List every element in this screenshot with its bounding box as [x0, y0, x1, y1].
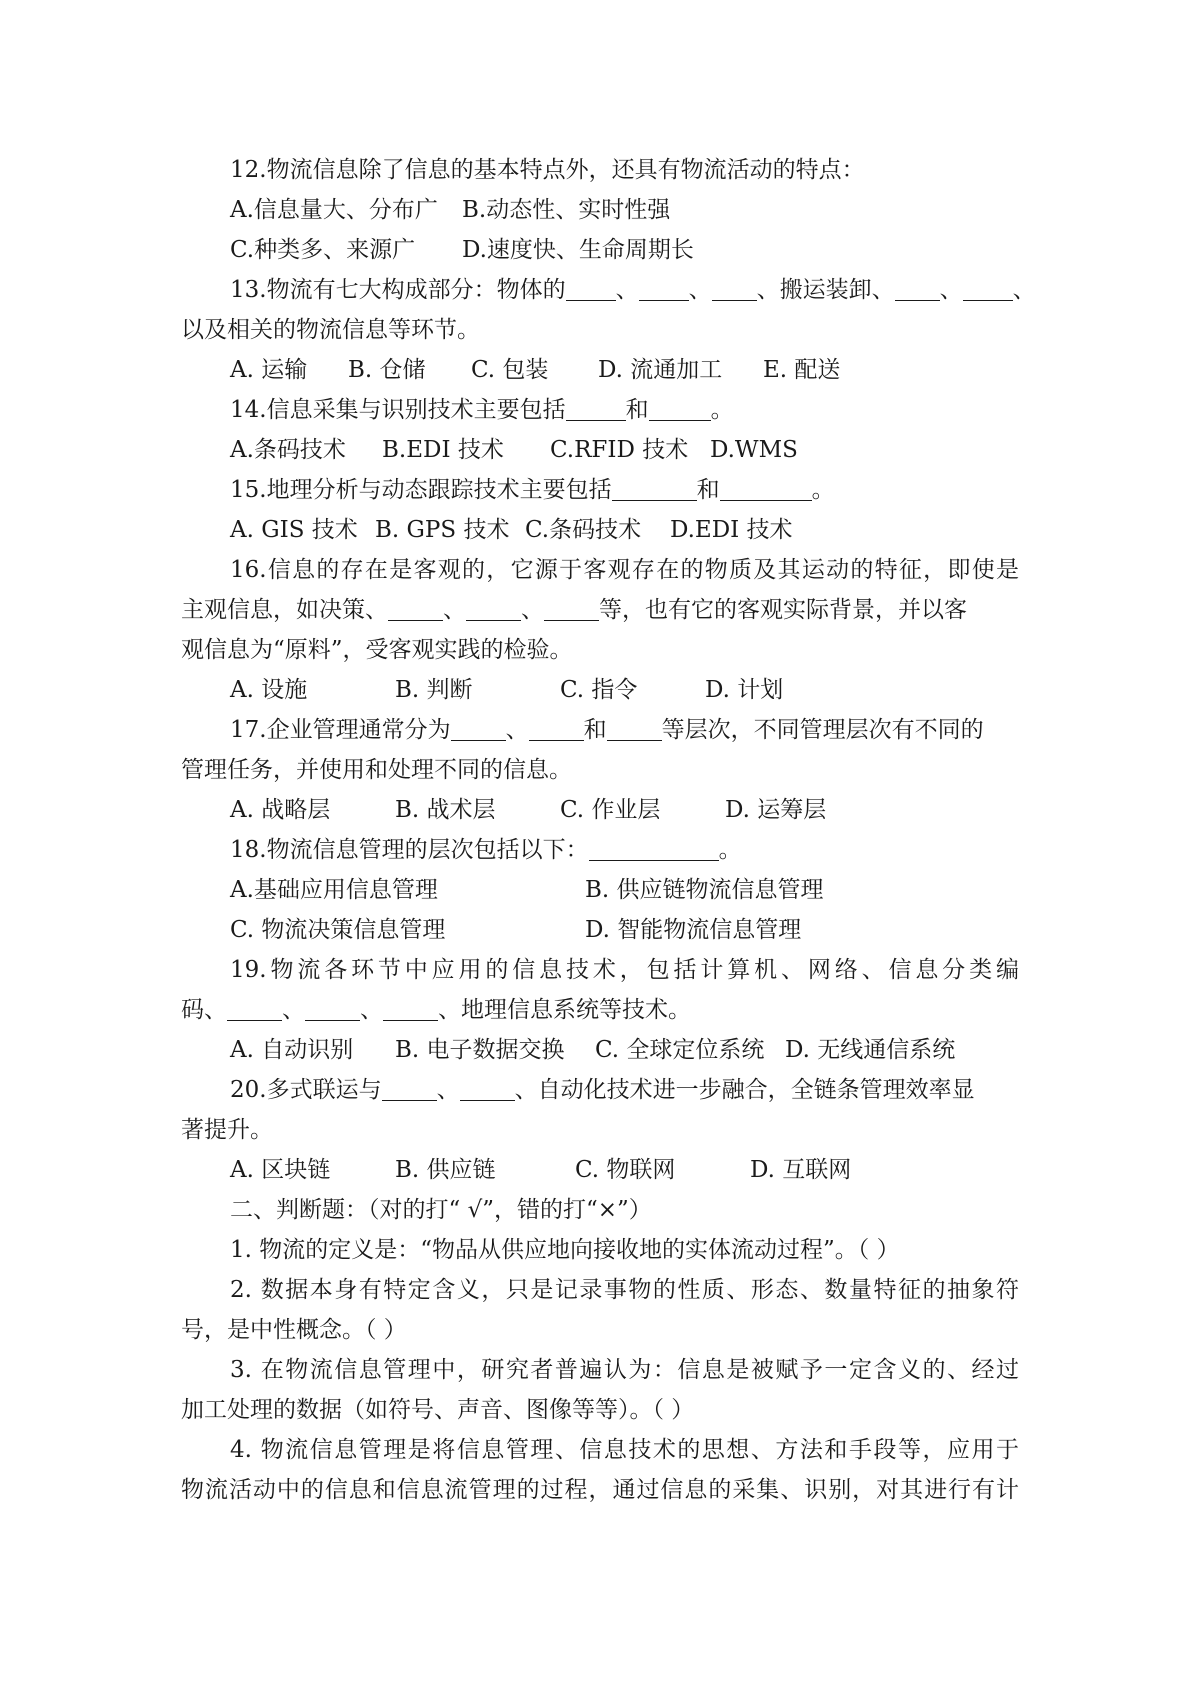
fill-blank — [895, 276, 940, 301]
question-16-option-a: A. 设施 — [230, 677, 308, 703]
fill-blank — [451, 716, 506, 741]
question-19-option-a: A. 自动识别 — [230, 1037, 354, 1063]
question-20-options — [181, 1150, 1019, 1190]
question-14-stem-text: 14.信息采集与识别技术主要包括 — [230, 397, 566, 423]
question-17-option-d: D. 运筹层 — [725, 797, 827, 823]
question-17-option-a: A. 战略层 — [230, 797, 331, 823]
question-19-option-c: C. 全球定位系统 — [595, 1037, 765, 1063]
fill-blank — [712, 276, 757, 301]
question-20-option-c: C. 物联网 — [575, 1157, 676, 1183]
judgment-3-line-2: 加工处理的数据（如符号、声音、图像等等）。（ ） — [181, 1397, 695, 1423]
question-13-option-c: C. 包装 — [471, 357, 549, 383]
fill-blank — [544, 596, 599, 621]
fill-blank — [639, 276, 689, 301]
separator: 、 — [521, 597, 544, 623]
question-19-text: 码、 — [181, 997, 227, 1023]
question-13-option-e: E. 配送 — [763, 357, 841, 383]
question-12-stem: 12.物流信息除了信息的基本特点外，还具有物流活动的特点： — [230, 157, 865, 183]
fill-blank — [612, 476, 697, 501]
question-20-line-2: 著提升。 — [181, 1117, 273, 1143]
fill-blank — [305, 996, 360, 1021]
fill-blank — [460, 1076, 515, 1101]
judgment-2-line-1: 2. 数据本身有特定含义，只是记录事物的性质、形态、数量特征的抽象符 — [230, 1277, 1019, 1303]
connector: 和 — [583, 717, 607, 743]
judgment-4-line-1: 4. 物流信息管理是将信息管理、信息技术的思想、方法和手段等，应用于 — [230, 1437, 1019, 1463]
question-20-option-b: B. 供应链 — [395, 1157, 496, 1183]
question-17-line-1 — [181, 710, 1019, 750]
separator: 、 — [436, 1077, 460, 1103]
question-16-option-c: C. 指令 — [560, 677, 638, 703]
judgment-2-line-2: 号，是中性概念。（ ） — [181, 1317, 407, 1343]
question-17-text: 等层次，不同管理层次有不同的 — [661, 717, 984, 743]
question-16-text: 主观信息，如决策、 — [181, 597, 388, 623]
question-16-option-b: B. 判断 — [395, 677, 473, 703]
question-13-stem-text: 13.物流有七大构成部分：物体的 — [230, 277, 566, 303]
question-16-line-3: 观信息为“原料”，受客观实践的检验。 — [181, 637, 573, 663]
question-18-option-c: C. 物流决策信息管理 — [230, 917, 446, 943]
fill-blank — [607, 716, 662, 741]
question-13-option-b: B. 仓储 — [348, 357, 426, 383]
question-17-text: 17.企业管理通常分为 — [230, 717, 451, 743]
fill-blank — [649, 396, 711, 421]
judgment-1: 1. 物流的定义是：“物品从供应地向接收地的实体流动过程”。（ ） — [230, 1237, 900, 1263]
question-20-line-1 — [181, 1070, 1019, 1110]
question-12-options-row-1 — [181, 190, 1019, 230]
question-17-line-2: 管理任务，并使用和处理不同的信息。 — [181, 757, 572, 783]
page-content — [181, 150, 1036, 1510]
question-18-options-row-2 — [181, 910, 1019, 950]
period: 。 — [811, 477, 835, 503]
question-16-line-1: 16.信息的存在是客观的，它源于客观存在的物质及其运动的特征，即使是 — [230, 557, 1019, 583]
period: 。 — [710, 397, 734, 423]
question-14-stem — [181, 390, 1019, 430]
fill-blank — [388, 596, 443, 621]
separator: 、 — [505, 717, 529, 743]
question-19-line-1: 19.物流各环节中应用的信息技术，包括计算机、网络、信息分类编 — [230, 957, 1019, 983]
separator: 、 — [360, 997, 383, 1023]
question-12-options-row-2 — [181, 230, 1019, 270]
question-16-line-2 — [181, 590, 1019, 630]
question-15-option-d: D.EDI 技术 — [670, 517, 793, 543]
question-17-option-b: B. 战术层 — [395, 797, 496, 823]
question-13-option-d: D. 流通加工 — [598, 357, 723, 383]
question-12-option-c: C.种类多、来源广 — [230, 237, 416, 263]
fill-blank — [466, 596, 521, 621]
question-15-stem — [181, 470, 1019, 510]
question-13-option-a: A. 运输 — [230, 357, 308, 383]
separator: 、搬运装卸、 — [756, 277, 895, 303]
question-14-option-a: A.条码技术 — [230, 437, 346, 463]
question-18-option-d: D. 智能物流信息管理 — [585, 917, 802, 943]
question-17-options — [181, 790, 1019, 830]
question-13-options — [181, 350, 1019, 390]
question-20-option-d: D. 互联网 — [750, 1157, 852, 1183]
question-19-option-d: D. 无线通信系统 — [785, 1037, 956, 1063]
question-19-line-2 — [181, 990, 1019, 1030]
fill-blank — [227, 996, 282, 1021]
separator: 、 — [282, 997, 305, 1023]
connector: 和 — [625, 397, 649, 423]
question-13-stem-line-2: 以及相关的物流信息等环节。 — [181, 317, 480, 343]
section-2-title: 二、判断题：（对的打“ √”，错的打“×”） — [230, 1197, 652, 1223]
question-12-option-d: D.速度快、生命周期长 — [462, 237, 694, 263]
connector: 和 — [696, 477, 720, 503]
question-14-options — [181, 430, 1019, 470]
fill-blank — [566, 276, 616, 301]
question-20-option-a: A. 区块链 — [230, 1157, 331, 1183]
question-18-options-row-1 — [181, 870, 1019, 910]
question-18-stem — [181, 830, 1019, 870]
separator: 、 — [688, 277, 712, 303]
period: 。 — [718, 837, 742, 863]
question-15-option-c: C.条码技术 — [525, 517, 642, 543]
fill-blank — [589, 836, 719, 861]
question-14-option-b: B.EDI 技术 — [382, 437, 504, 463]
question-19-text: 、地理信息系统等技术。 — [438, 997, 691, 1023]
question-15-option-a: A. GIS 技术 — [230, 517, 358, 543]
question-15-option-b: B. GPS 技术 — [375, 517, 510, 543]
question-17-option-c: C. 作业层 — [560, 797, 661, 823]
fill-blank — [529, 716, 584, 741]
judgment-3-line-1: 3. 在物流信息管理中，研究者普遍认为：信息是被赋予一定含义的、经过 — [230, 1357, 1019, 1383]
fill-blank — [963, 276, 1013, 301]
fill-blank — [382, 1076, 437, 1101]
separator: 、 — [443, 597, 466, 623]
question-13-stem-line-1 — [181, 270, 1036, 310]
fill-blank — [383, 996, 438, 1021]
question-20-text: 、自动化技术进一步融合，全链条管理效率显 — [514, 1077, 975, 1103]
question-18-text: 18.物流信息管理的层次包括以下： — [230, 837, 589, 863]
question-14-option-c: C.RFID 技术 — [550, 437, 689, 463]
question-15-options — [181, 510, 1019, 550]
separator: 、 — [1012, 277, 1036, 303]
fill-blank — [720, 476, 812, 501]
question-18-option-a: A.基础应用信息管理 — [230, 877, 438, 903]
question-14-option-d: D.WMS — [710, 437, 798, 463]
judgment-4-line-2: 物流活动中的信息和信息流管理的过程，通过信息的采集、识别，对其进行有计 — [181, 1477, 1019, 1503]
question-16-text: 等，也有它的客观实际背景，并以客 — [599, 597, 967, 623]
question-18-option-b: B. 供应链物流信息管理 — [585, 877, 824, 903]
question-19-option-b: B. 电子数据交换 — [395, 1037, 565, 1063]
question-20-text: 20.多式联运与 — [230, 1077, 382, 1103]
separator: 、 — [615, 277, 639, 303]
question-12-option-a: A.信息量大、分布广 — [230, 197, 438, 223]
separator: 、 — [939, 277, 963, 303]
question-16-options — [181, 670, 1019, 710]
question-16-option-d: D. 计划 — [705, 677, 784, 703]
question-19-options — [181, 1030, 1019, 1070]
fill-blank — [566, 396, 626, 421]
question-12-option-b: B.动态性、实时性强 — [462, 197, 671, 223]
question-15-stem-text: 15.地理分析与动态跟踪技术主要包括 — [230, 477, 612, 503]
